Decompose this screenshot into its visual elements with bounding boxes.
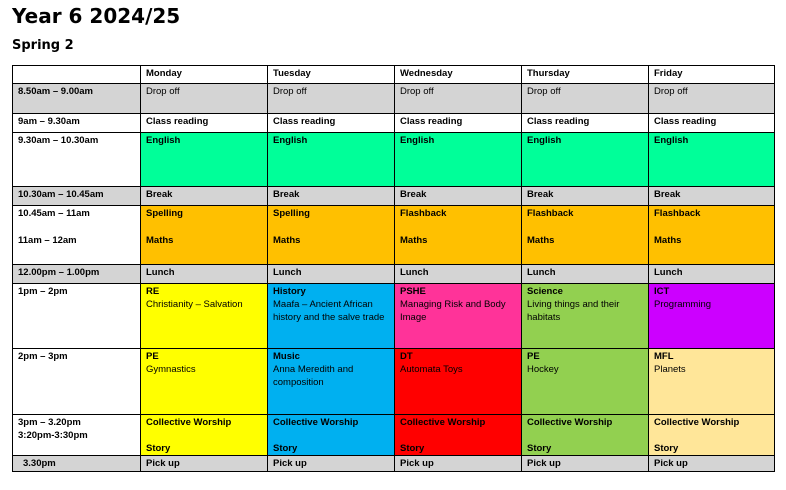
english-cell: [395, 133, 522, 187]
lesson-detail: Programming: [654, 299, 712, 310]
subject-label: Science: [527, 286, 563, 297]
day-header-monday: Monday: [141, 66, 268, 84]
lesson-detail: Managing Risk and Body Image: [400, 299, 506, 323]
pick-up-cell: [649, 456, 775, 472]
subject-label: Story: [400, 443, 425, 454]
subject-label: Flashback: [654, 208, 701, 219]
subject-label: Lunch: [146, 267, 175, 278]
lesson-cell-music: [268, 349, 395, 415]
break-cell: [141, 187, 268, 206]
time-cell: [13, 415, 141, 456]
subject-label: Maths: [400, 235, 428, 246]
time-cell: [13, 206, 141, 265]
subject-label: Music: [273, 351, 300, 362]
lesson-cell-ict: [649, 284, 775, 349]
subject-label: Lunch: [400, 267, 429, 278]
subject-label: ICT: [654, 286, 670, 297]
morning-lesson-cell: [268, 206, 395, 265]
subject-label: Pick up: [654, 458, 688, 469]
table-row: [13, 206, 775, 265]
lesson-detail: Planets: [654, 364, 686, 375]
lesson-detail: Anna Meredith and composition: [273, 364, 354, 388]
morning-lesson-cell: [395, 206, 522, 265]
subject-label: English: [273, 135, 308, 146]
time-label: 11am – 12am: [18, 235, 77, 246]
time-cell: 9.30am – 10.30am: [13, 133, 141, 187]
subject-label: Lunch: [654, 267, 683, 278]
subject-label: Story: [654, 443, 679, 454]
subject-label: DT: [400, 351, 413, 362]
subject-label: Flashback: [527, 208, 574, 219]
lesson-cell-science: [522, 284, 649, 349]
subject-label: Break: [400, 189, 427, 200]
table-row: [13, 284, 775, 349]
worship-cell: [268, 415, 395, 456]
subject-label: Pick up: [146, 458, 180, 469]
table-row: [13, 265, 775, 284]
subject-label: PSHE: [400, 286, 426, 297]
subject-label: Story: [146, 443, 171, 454]
subject-label: Maths: [273, 235, 301, 246]
subject-label: Class reading: [400, 116, 463, 127]
lesson-cell-pshe: [395, 284, 522, 349]
subject-label: Class reading: [273, 116, 336, 127]
pick-up-cell: [395, 456, 522, 472]
time-cell: 3.30pm: [13, 456, 141, 472]
break-cell: [522, 187, 649, 206]
morning-lesson-cell: [141, 206, 268, 265]
subject-label: English: [400, 135, 435, 146]
table-row: [13, 415, 775, 456]
time-label: 10.45am – 11am: [18, 208, 90, 219]
lesson-detail: Living things and their habitats: [527, 299, 620, 323]
subject-label: Collective Worship: [146, 417, 232, 428]
lesson-detail: Maafa – Ancient African history and the salve trade: [273, 299, 385, 323]
pick-up-cell: [141, 456, 268, 472]
subject-label: Maths: [654, 235, 682, 246]
worship-cell: [522, 415, 649, 456]
timetable: [12, 65, 775, 472]
table-row: [13, 133, 775, 187]
lesson-cell-re: [141, 284, 268, 349]
subject-label: Collective Worship: [273, 417, 359, 428]
subject-label: Class reading: [654, 116, 717, 127]
lesson-detail: Automata Toys: [400, 364, 463, 375]
time-cell: 8.50am – 9.00am: [13, 84, 141, 114]
table-row: [13, 84, 775, 114]
subject-label: Story: [273, 443, 298, 454]
subject-label: Class reading: [527, 116, 590, 127]
subject-label: Story: [527, 443, 552, 454]
subject-label: Break: [654, 189, 681, 200]
page-subtitle: Spring 2: [12, 38, 74, 53]
subject-label: MFL: [654, 351, 674, 362]
time-cell: 2pm – 3pm: [13, 349, 141, 415]
subject-label: Collective Worship: [527, 417, 613, 428]
page-title: Year 6 2024/25: [12, 4, 181, 28]
lesson-detail: Hockey: [527, 364, 559, 375]
drop-off-cell: Drop off: [649, 84, 775, 114]
subject-label: History: [273, 286, 306, 297]
time-label: 3:20pm-3:30pm: [18, 430, 88, 441]
worship-cell: [141, 415, 268, 456]
lesson-cell-mfl: [649, 349, 775, 415]
subject-label: Spelling: [146, 208, 183, 219]
subject-label: Lunch: [527, 267, 556, 278]
table-row: [13, 456, 775, 472]
class-reading-cell: [395, 114, 522, 133]
day-header-wednesday: Wednesday: [395, 66, 522, 84]
time-cell: 12.00pm – 1.00pm: [13, 265, 141, 284]
break-cell: [395, 187, 522, 206]
class-reading-cell: [268, 114, 395, 133]
subject-label: English: [654, 135, 689, 146]
lunch-cell: [395, 265, 522, 284]
day-header-friday: Friday: [649, 66, 775, 84]
subject-label: Class reading: [146, 116, 209, 127]
english-cell: [268, 133, 395, 187]
subject-label: Maths: [146, 235, 174, 246]
worship-cell: [649, 415, 775, 456]
lesson-detail: Gymnastics: [146, 364, 196, 375]
day-header-thursday: Thursday: [522, 66, 649, 84]
subject-label: English: [527, 135, 562, 146]
morning-lesson-cell: [522, 206, 649, 265]
subject-label: Flashback: [400, 208, 447, 219]
subject-label: PE: [146, 351, 159, 362]
table-row: [13, 114, 775, 133]
time-label: 3pm – 3.20pm: [18, 417, 81, 428]
lesson-cell-history: [268, 284, 395, 349]
lunch-cell: [649, 265, 775, 284]
pick-up-cell: [522, 456, 649, 472]
drop-off-cell: Drop off: [141, 84, 268, 114]
break-cell: [268, 187, 395, 206]
subject-label: Maths: [527, 235, 555, 246]
table-row: [13, 187, 775, 206]
subject-label: RE: [146, 286, 160, 297]
corner-cell: [13, 66, 141, 84]
subject-label: Pick up: [400, 458, 434, 469]
subject-label: Collective Worship: [654, 417, 740, 428]
subject-label: Collective Worship: [400, 417, 486, 428]
subject-label: Lunch: [273, 267, 302, 278]
lesson-cell-dt: [395, 349, 522, 415]
header-row: [13, 66, 775, 84]
subject-label: Pick up: [527, 458, 561, 469]
drop-off-cell: Drop off: [522, 84, 649, 114]
table-row: [13, 349, 775, 415]
lesson-cell-pe: [141, 349, 268, 415]
worship-cell: [395, 415, 522, 456]
subject-label: Spelling: [273, 208, 310, 219]
break-cell: [649, 187, 775, 206]
lunch-cell: [268, 265, 395, 284]
drop-off-cell: Drop off: [395, 84, 522, 114]
subject-label: Pick up: [273, 458, 307, 469]
lesson-detail: Christianity – Salvation: [146, 299, 243, 310]
subject-label: Break: [527, 189, 554, 200]
subject-label: Break: [146, 189, 173, 200]
english-cell: [522, 133, 649, 187]
time-cell: 1pm – 2pm: [13, 284, 141, 349]
english-cell: [649, 133, 775, 187]
subject-label: English: [146, 135, 181, 146]
lunch-cell: [141, 265, 268, 284]
subject-label: PE: [527, 351, 540, 362]
day-header-tuesday: Tuesday: [268, 66, 395, 84]
lesson-cell-pe: [522, 349, 649, 415]
class-reading-cell: [522, 114, 649, 133]
morning-lesson-cell: [649, 206, 775, 265]
pick-up-cell: [268, 456, 395, 472]
time-cell: 9am – 9.30am: [13, 114, 141, 133]
subject-label: Break: [273, 189, 300, 200]
drop-off-cell: Drop off: [268, 84, 395, 114]
time-cell: 10.30am – 10.45am: [13, 187, 141, 206]
english-cell: [141, 133, 268, 187]
lunch-cell: [522, 265, 649, 284]
class-reading-cell: [649, 114, 775, 133]
class-reading-cell: [141, 114, 268, 133]
